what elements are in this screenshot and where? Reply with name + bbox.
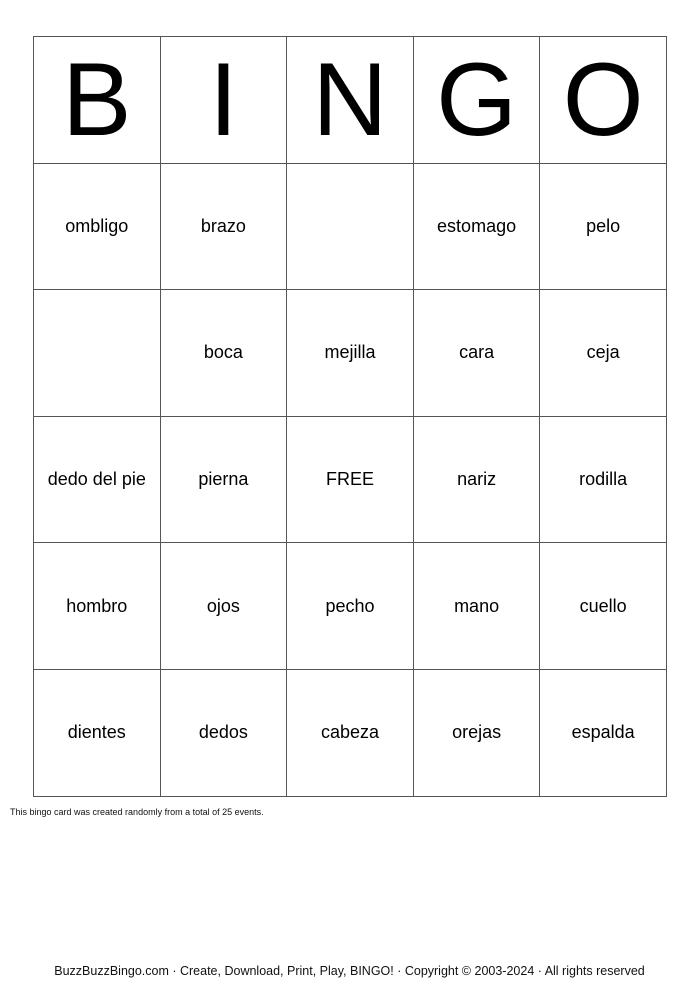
- card-cell: ombligo: [34, 163, 161, 290]
- free-space-cell: FREE: [287, 416, 414, 543]
- card-cell: espalda: [540, 669, 667, 796]
- card-cell: brazo: [160, 163, 287, 290]
- generation-note: This bingo card was created randomly from a total of 25 events.: [10, 807, 264, 817]
- card-cell: [34, 290, 161, 417]
- card-cell: nariz: [413, 416, 540, 543]
- card-cell: [287, 163, 414, 290]
- card-cell: dientes: [34, 669, 161, 796]
- card-cell: cara: [413, 290, 540, 417]
- card-row: [34, 290, 667, 417]
- card-cell: dedo del pie: [34, 416, 161, 543]
- card-cell: hombro: [34, 543, 161, 670]
- card-row: [34, 416, 667, 543]
- card-cell: cabeza: [287, 669, 414, 796]
- card-row: [34, 543, 667, 670]
- card-cell: orejas: [413, 669, 540, 796]
- card-cell: dedos: [160, 669, 287, 796]
- card-cell: ojos: [160, 543, 287, 670]
- header-letter-i: I: [160, 37, 287, 164]
- card-cell: pelo: [540, 163, 667, 290]
- card-cell: estomago: [413, 163, 540, 290]
- header-letter-g: G: [413, 37, 540, 164]
- card-row: [34, 669, 667, 796]
- card-cell: ceja: [540, 290, 667, 417]
- card-cell: cuello: [540, 543, 667, 670]
- card-cell: pecho: [287, 543, 414, 670]
- header-letter-n: N: [287, 37, 414, 164]
- header-row: [34, 37, 667, 164]
- card-cell: mejilla: [287, 290, 414, 417]
- card-row: [34, 163, 667, 290]
- header-letter-o: O: [540, 37, 667, 164]
- card-cell: pierna: [160, 416, 287, 543]
- card-cell: mano: [413, 543, 540, 670]
- header-letter-b: B: [34, 37, 161, 164]
- card-cell: boca: [160, 290, 287, 417]
- bingo-card: [33, 36, 667, 797]
- card-cell: rodilla: [540, 416, 667, 543]
- footer-copyright: BuzzBuzzBingo.com · Create, Download, Print, Play, BINGO! · Copyright © 2003-2024 · All rights reserved: [54, 964, 645, 978]
